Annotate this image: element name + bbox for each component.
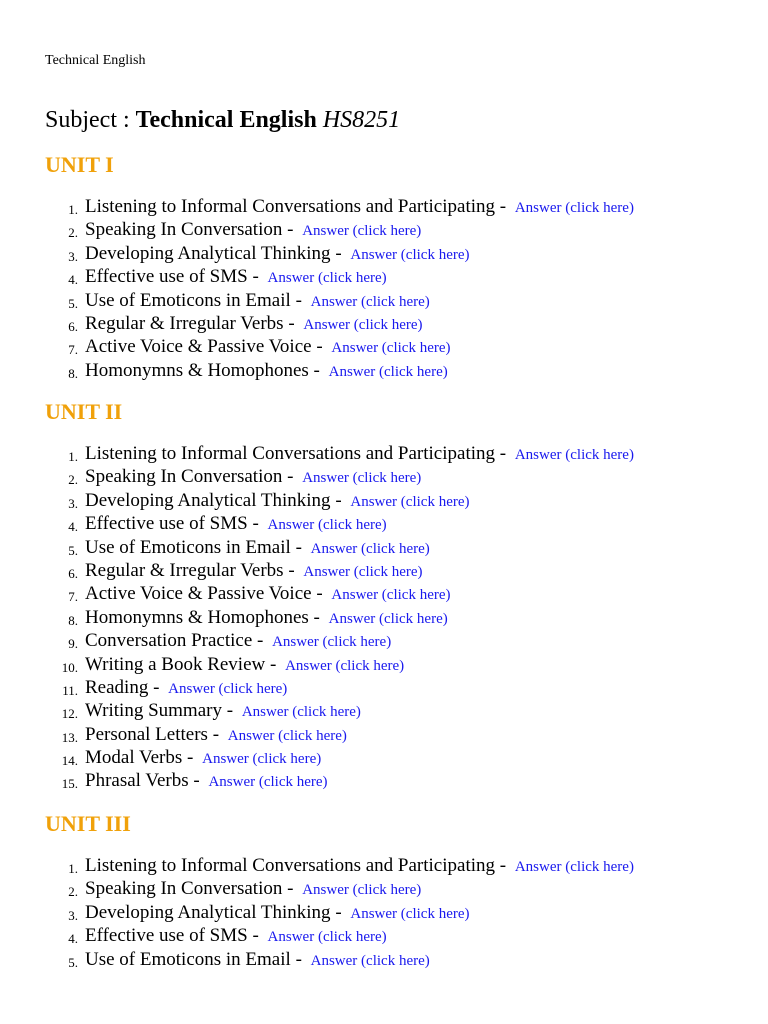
- topic-item: [45, 654, 745, 677]
- topic-number: 2.: [68, 225, 78, 241]
- topic-list: [45, 443, 745, 794]
- answer-link[interactable]: Answer (click here): [310, 540, 430, 557]
- topic-title: Homonymns & Homophones: [85, 606, 309, 628]
- topic-item: [45, 266, 745, 289]
- topic-number: 9.: [68, 636, 78, 652]
- answer-link[interactable]: Answer (click here): [227, 727, 347, 744]
- answer-link[interactable]: Answer (click here): [331, 340, 451, 357]
- answer-link[interactable]: Answer (click here): [267, 517, 387, 534]
- topic-separator: -: [283, 559, 300, 581]
- topic-item: [45, 513, 745, 536]
- answer-link[interactable]: Answer (click here): [302, 882, 422, 899]
- topic-separator: -: [247, 266, 264, 288]
- topic-list: [45, 855, 745, 972]
- subject-title: Technical English: [135, 107, 317, 133]
- topic-item: [45, 290, 745, 313]
- topic-item: [45, 724, 745, 747]
- answer-link[interactable]: Answer (click here): [350, 246, 470, 263]
- topic-item: [45, 243, 745, 266]
- topic-number: 8.: [68, 365, 78, 381]
- topic-title: Active Voice & Passive Voice: [85, 583, 312, 605]
- topic-separator: -: [311, 583, 328, 605]
- topic-number: 8.: [68, 612, 78, 628]
- unit-section-1: [45, 152, 745, 383]
- unit-heading: UNIT III: [45, 811, 131, 836]
- topic-title: Personal Letters: [85, 723, 208, 745]
- topic-number: 1.: [68, 449, 78, 464]
- topic-separator: -: [495, 443, 511, 464]
- answer-link[interactable]: Answer (click here): [303, 563, 423, 580]
- topic-title: Modal Verbs: [85, 747, 183, 769]
- topic-separator: -: [207, 723, 224, 745]
- topic-title: Speaking In Conversation: [85, 466, 283, 488]
- topic-separator: -: [308, 359, 325, 381]
- topic-number: 4.: [68, 931, 78, 947]
- topic-separator: -: [282, 878, 299, 900]
- topic-item: [45, 925, 745, 948]
- topic-number: 1.: [68, 861, 78, 876]
- topic-number: 5.: [68, 542, 78, 558]
- topic-item: [45, 490, 745, 513]
- topic-separator: -: [265, 653, 282, 675]
- topic-number: 5.: [68, 954, 78, 970]
- topic-item: [45, 878, 745, 901]
- topic-number: 15.: [61, 776, 78, 792]
- topic-separator: -: [308, 606, 325, 628]
- topic-separator: -: [330, 242, 347, 264]
- topic-separator: -: [182, 747, 199, 769]
- topic-number: 1.: [68, 202, 78, 217]
- topic-item: [45, 607, 745, 630]
- topic-number: 3.: [68, 907, 78, 923]
- answer-link[interactable]: Answer (click here): [514, 859, 634, 875]
- topic-separator: -: [330, 489, 347, 511]
- unit-heading: UNIT II: [45, 399, 123, 424]
- unit-section-3: [45, 811, 745, 972]
- topic-separator: -: [495, 196, 511, 217]
- answer-link[interactable]: Answer (click here): [331, 587, 451, 604]
- answer-link[interactable]: Answer (click here): [310, 952, 430, 969]
- answer-link[interactable]: Answer (click here): [303, 316, 423, 333]
- topic-item: [45, 196, 745, 219]
- topic-title: Use of Emoticons in Email: [85, 948, 291, 970]
- answer-link[interactable]: Answer (click here): [328, 363, 448, 380]
- answer-link[interactable]: Answer (click here): [350, 493, 470, 510]
- topic-title: Listening to Informal Conversations and Participating: [85, 443, 496, 464]
- topic-number: 6.: [68, 318, 78, 334]
- topic-title: Homonymns & Homophones: [85, 359, 309, 381]
- topic-title: Developing Analytical Thinking: [85, 489, 331, 511]
- answer-link[interactable]: Answer (click here): [350, 905, 470, 922]
- answer-link[interactable]: Answer (click here): [267, 929, 387, 946]
- topic-item: [45, 630, 745, 653]
- topic-title: Regular & Irregular Verbs: [85, 312, 284, 334]
- topic-number: 2.: [68, 472, 78, 488]
- topic-separator: -: [247, 513, 264, 535]
- topic-separator: -: [247, 925, 264, 947]
- subject-code: HS8251: [322, 107, 401, 133]
- topic-number: 3.: [68, 495, 78, 511]
- topic-separator: -: [282, 466, 299, 488]
- topic-title: Use of Emoticons in Email: [85, 289, 291, 311]
- topic-item: [45, 360, 745, 383]
- topic-item: [45, 219, 745, 242]
- topic-title: Writing a Book Review: [85, 653, 266, 675]
- topic-number: 4.: [68, 272, 78, 288]
- topic-separator: -: [495, 855, 511, 876]
- topic-number: 5.: [68, 295, 78, 311]
- answer-link[interactable]: Answer (click here): [202, 751, 322, 768]
- unit-heading: UNIT I: [45, 152, 114, 177]
- answer-link[interactable]: Answer (click here): [241, 704, 361, 721]
- answer-link[interactable]: Answer (click here): [208, 774, 328, 791]
- topic-item: [45, 560, 745, 583]
- topic-item: [45, 443, 745, 466]
- topic-separator: -: [148, 676, 165, 698]
- topic-number: 6.: [68, 565, 78, 581]
- topic-title: Regular & Irregular Verbs: [85, 559, 284, 581]
- topic-number: 3.: [68, 248, 78, 264]
- answer-link[interactable]: Answer (click here): [168, 680, 288, 697]
- topic-item: [45, 747, 745, 770]
- answer-link[interactable]: Answer (click here): [272, 634, 392, 651]
- topic-title: Writing Summary: [85, 700, 222, 722]
- subject-prefix: Subject :: [45, 107, 136, 133]
- topic-title: Reading: [85, 676, 149, 698]
- topic-title: Effective use of SMS: [85, 266, 248, 288]
- topic-item: [45, 902, 745, 925]
- page-header: Technical English: [45, 53, 146, 68]
- topic-separator: -: [252, 630, 269, 652]
- answer-link[interactable]: Answer (click here): [302, 470, 422, 487]
- topic-title: Phrasal Verbs: [85, 770, 189, 792]
- topic-title: Effective use of SMS: [85, 925, 248, 947]
- topic-item: [45, 949, 745, 972]
- answer-link[interactable]: Answer (click here): [302, 223, 422, 240]
- topic-number: 13.: [61, 729, 78, 745]
- topic-title: Developing Analytical Thinking: [85, 901, 331, 923]
- topic-title: Effective use of SMS: [85, 513, 248, 535]
- topic-separator: -: [290, 948, 307, 970]
- answer-link[interactable]: Answer (click here): [514, 447, 634, 463]
- topic-number: 12.: [61, 706, 78, 722]
- answer-link[interactable]: Answer (click here): [267, 270, 387, 287]
- topic-item: [45, 466, 745, 489]
- topic-title: Active Voice & Passive Voice: [85, 336, 312, 358]
- topic-separator: -: [282, 219, 299, 241]
- topic-list: [45, 196, 745, 383]
- unit-section-2: [45, 399, 745, 794]
- topic-number: 11.: [62, 682, 78, 698]
- answer-link[interactable]: Answer (click here): [328, 610, 448, 627]
- topic-separator: -: [283, 312, 300, 334]
- topic-item: [45, 700, 745, 723]
- topic-title: Speaking In Conversation: [85, 219, 283, 241]
- topic-item: [45, 313, 745, 336]
- topic-separator: -: [330, 901, 347, 923]
- topic-title: Use of Emoticons in Email: [85, 536, 291, 558]
- topic-item: [45, 537, 745, 560]
- topic-number: 7.: [68, 342, 78, 358]
- topic-item: [45, 677, 745, 700]
- answer-link[interactable]: Answer (click here): [285, 657, 405, 674]
- topic-item: [45, 770, 745, 793]
- topic-item: [45, 855, 745, 878]
- topic-number: 7.: [68, 589, 78, 605]
- topic-number: 14.: [61, 753, 78, 769]
- topic-title: Developing Analytical Thinking: [85, 242, 331, 264]
- topic-title: Conversation Practice: [85, 630, 253, 652]
- topic-separator: -: [290, 289, 307, 311]
- topic-title: Listening to Informal Conversations and Participating: [85, 196, 496, 217]
- topic-number: 10.: [61, 659, 78, 675]
- topic-item: [45, 583, 745, 606]
- topic-number: 4.: [68, 519, 78, 535]
- topic-number: 2.: [68, 884, 78, 900]
- subject-line: [45, 106, 400, 134]
- topic-item: [45, 336, 745, 359]
- topic-title: Speaking In Conversation: [85, 878, 283, 900]
- topic-separator: -: [290, 536, 307, 558]
- answer-link[interactable]: Answer (click here): [514, 200, 634, 216]
- topic-title: Listening to Informal Conversations and Participating: [85, 855, 496, 876]
- topic-separator: -: [221, 700, 238, 722]
- answer-link[interactable]: Answer (click here): [310, 293, 430, 310]
- topic-separator: -: [311, 336, 328, 358]
- topic-separator: -: [188, 770, 205, 792]
